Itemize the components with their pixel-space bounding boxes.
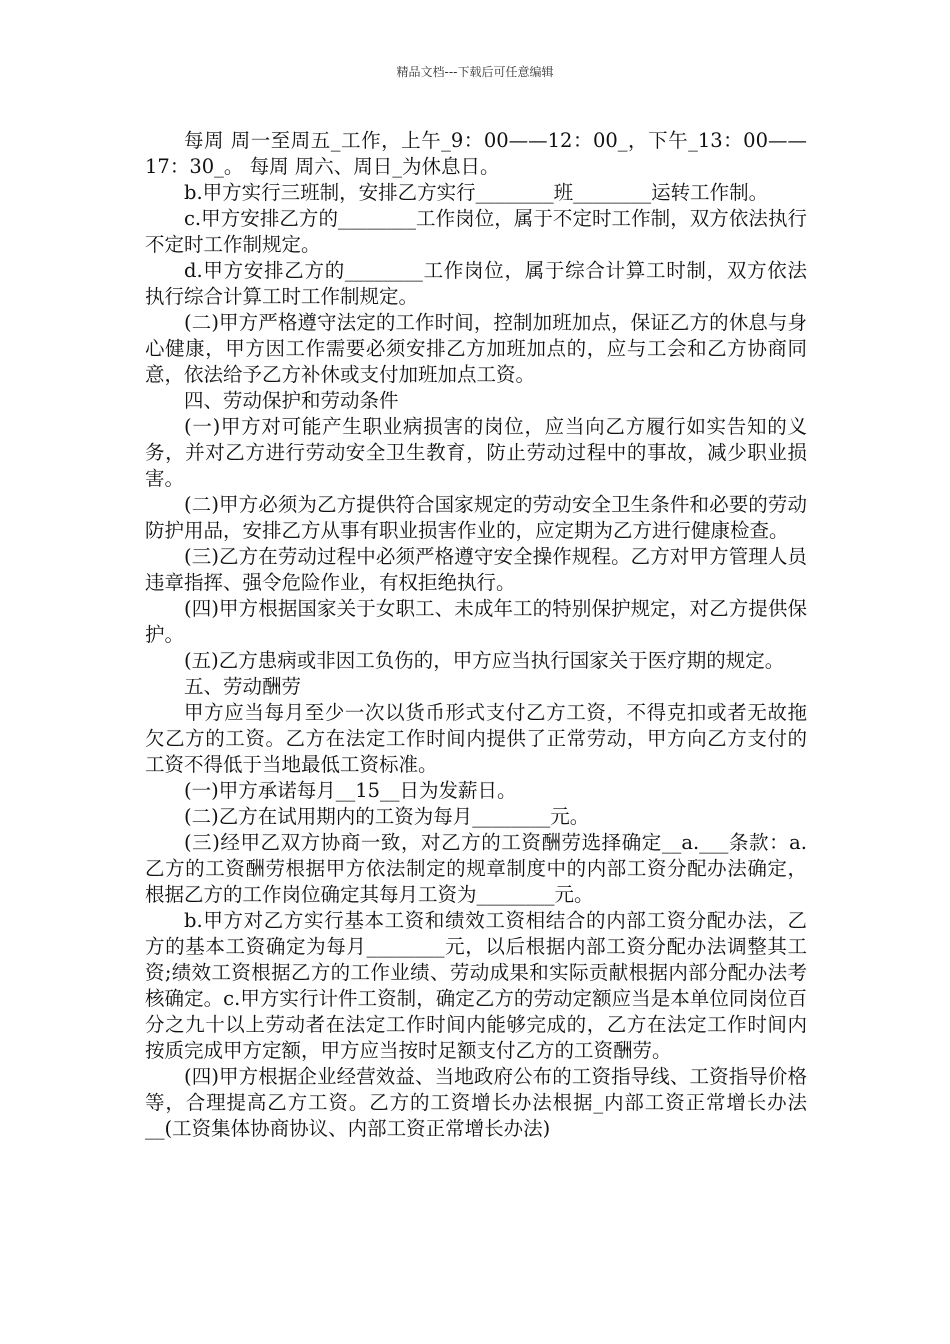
page-header: 精品文档---下载后可任意编辑 bbox=[396, 65, 554, 79]
section-heading-labor-protection: 四、劳动保护和劳动条件 bbox=[184, 389, 399, 412]
paragraph-safety-rules: (三)乙方在劳动过程中必须严格遵守安全操作规程。乙方对甲方管理人员违章指挥、强令危险作业，有权拒绝执行。 bbox=[145, 545, 807, 594]
paragraph-special-protection: (四)甲方根据国家关于女职工、未成年工的特别保护规定，对乙方提供保护。 bbox=[145, 597, 807, 646]
section-heading-remuneration: 五、劳动酬劳 bbox=[184, 675, 302, 698]
paragraph-safety-conditions: (二)甲方必须为乙方提供符合国家规定的劳动安全卫生条件和必要的劳动防护用品，安排乙方从事有职业损害作业的，应定期为乙方进行健康检查。 bbox=[145, 493, 807, 542]
paragraph-medical-period: (五)乙方患病或非因工负伤的，甲方应当执行国家关于医疗期的规定。 bbox=[184, 649, 785, 672]
paragraph-wage-option-b-c: b.甲方对乙方实行基本工资和绩效工资相结合的内部工资分配办法，乙方的基本工资确定为每月________元，以后根据内部工资分配办法调整其工资;绩效工资根据乙方的工作业绩、劳动成果和实际贡献根据内部分配办法考核确定。c.甲方实行计件工资制，确定乙方的劳动定额应当是本单位同岗位百分之九十以上劳动者在法定工作时间内能够完成的，乙方在法定工作时间内按质完成甲方定额，甲方应当按时足额支付乙方的工资酬劳。 bbox=[145, 909, 807, 1062]
paragraph-overtime: (二)甲方严格遵守法定的工作时间，控制加班加点，保证乙方的休息与身心健康，甲方因工作需要必须安排乙方加班加点的，应与工会和乙方协商同意，依法给予乙方补休或支付加班加点工资。 bbox=[145, 311, 807, 386]
paragraph-comprehensive-hours: d.甲方安排乙方的________工作岗位，属于综合计算工时制，双方依法执行综合计算工时工作制规定。 bbox=[145, 259, 807, 308]
paragraph-wage-increase: (四)甲方根据企业经营效益、当地政府公布的工资指导线、工资指导价格等，合理提高乙方工资。乙方的工资增长办法根据_内部工资正常增长办法__(工资集体协商协议、内部工资正常增长办法) bbox=[145, 1065, 807, 1140]
paragraph-flexible-hours: c.甲方安排乙方的________工作岗位，属于不定时工作制，双方依法执行不定时工作制规定。 bbox=[145, 207, 807, 256]
paragraph-payday: (一)甲方承诺每月__15__日为发薪日。 bbox=[184, 779, 517, 802]
paragraph-probation-wage: (二)乙方在试用期内的工资为每月________元。 bbox=[184, 805, 590, 828]
document-body bbox=[145, 128, 807, 1142]
paragraph-wage-option-a: (三)经甲乙双方协商一致，对乙方的工资酬劳选择确定__a.___条款：a.乙方的工资酬劳根据甲方依法制定的规章制度中的内部工资分配办法确定，根据乙方的工作岗位确定其每月工资为________元。 bbox=[145, 831, 807, 906]
paragraph-wage-payment: 甲方应当每月至少一次以货币形式支付乙方工资，不得克扣或者无故拖欠乙方的工资。乙方在法定工作时间内提供了正常劳动，甲方向乙方支付的工资不得低于当地最低工资标准。 bbox=[145, 701, 807, 776]
paragraph-three-shift: b.甲方实行三班制，安排乙方实行________班________运转工作制。 bbox=[184, 181, 769, 204]
paragraph-work-hours: 每周 周一至周五_工作，上午_9：00——12：00_，下午_13：00——17：30_。 每周 周六、周日_为休息日。 bbox=[145, 129, 807, 178]
paragraph-occupational-disease: (一)甲方对可能产生职业病损害的岗位，应当向乙方履行如实告知的义务，并对乙方进行劳动安全卫生教育，防止劳动过程中的事故，减少职业损害。 bbox=[145, 415, 807, 490]
